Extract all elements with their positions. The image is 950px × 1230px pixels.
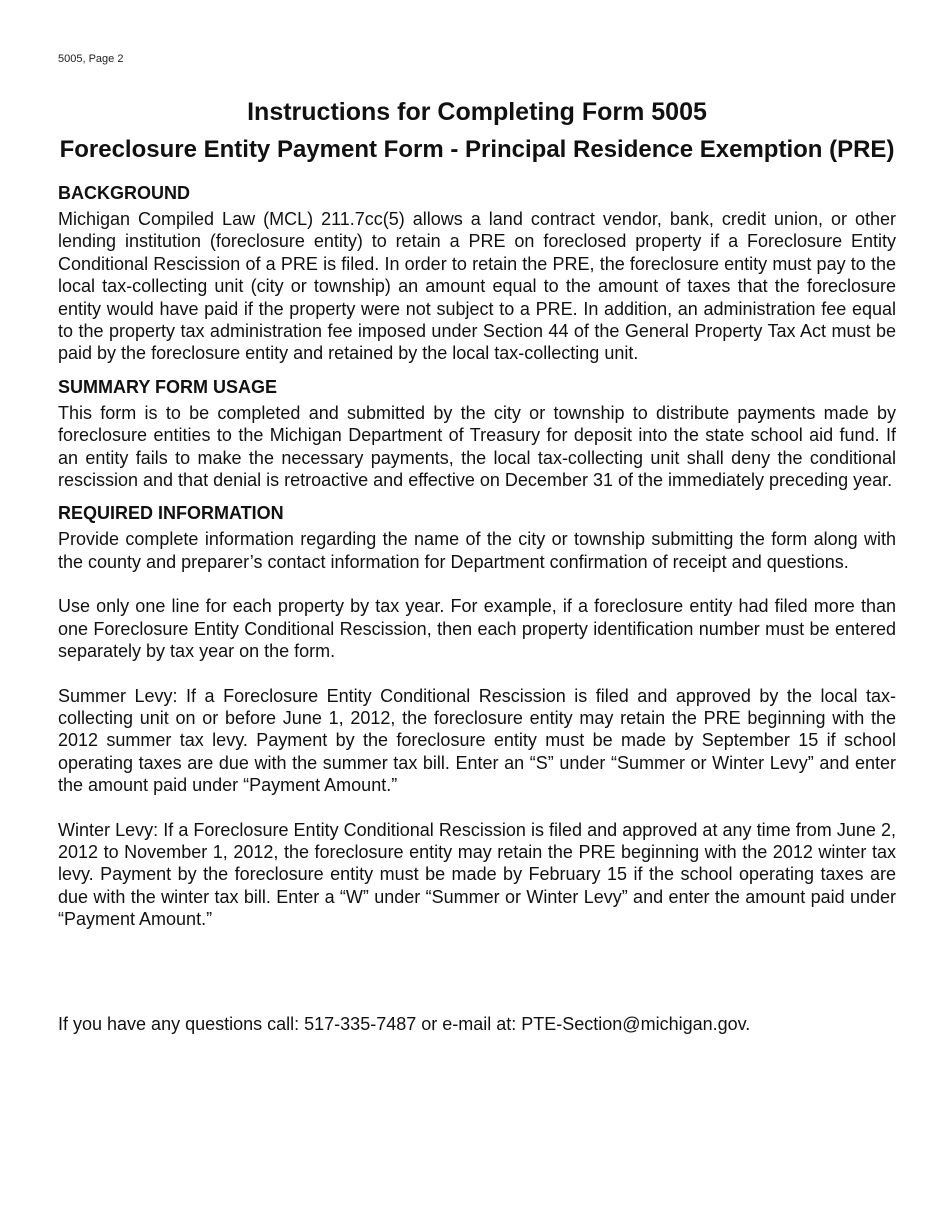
section-spacer [58,491,896,501]
paragraph-spacer [58,797,896,819]
section-heading-required: REQUIRED INFORMATION [58,503,284,524]
required-paragraph-one-line: Use only one line for each property by tax year. For example, if a foreclosure entity had filed more than one Foreclosure Entity Conditional Rescission, then each property identification number must be entered separately by tax year on the form. [58,596,896,662]
section-background [58,181,896,365]
document-subtitle: Foreclosure Entity Payment Form - Principal Residence Exemption (PRE) [59,136,895,163]
section-summary-form-usage [58,375,896,492]
background-paragraph: Michigan Compiled Law (MCL) 211.7cc(5) allows a land contract vendor, bank, credit union, or other lending institution (foreclosure entity) to retain a PRE on foreclosed property if a Foreclosure Entity Conditional Rescission of a PRE is filed. In order to retain the PRE, the foreclosure entity must pay to the local tax-collecting unit (city or township) an amount equal to the amount of taxes that the foreclosure entity would have paid if the property were not subject to a PRE. In addition, an administration fee equal to the property tax administration fee imposed under Section 44 of the General Property Tax Act must be paid by the foreclosure entity and retained by the local tax-collecting unit. [58,209,896,364]
paragraph-spacer [58,663,896,685]
document-body [58,181,896,931]
section-spacer [58,365,896,375]
required-paragraph-summer-levy: Summer Levy: If a Foreclosure Entity Conditional Rescission is filed and approved by the local tax-collecting unit on or before June 1, 2012, the foreclosure entity may retain the PRE beginning with the 2012 summer tax levy. Payment by the foreclosure entity must be made by September 15 if school operating taxes are due with the summer tax bill. Enter an “S” under “Summer or Winter Levy” and enter the amount paid under “Payment Amount.” [58,685,896,796]
required-paragraph-preparer: Provide complete information regarding the name of the city or township submitting the form along with the county and preparer’s contact information for Department confirmation of receipt and questions. [58,529,896,572]
contact-line: If you have any questions call: 517-335-7487 or e-mail at: PTE-Section@michigan.gov. [58,1014,751,1034]
paragraph-spacer [58,573,896,595]
summary-paragraph: This form is to be completed and submitted by the city or township to distribute payments made by foreclosure entities to the Michigan Department of Treasury for deposit into the state school aid fund. If an entity fails to make the necessary payments, the local tax-collecting unit shall deny the conditional rescission and that denial is retroactive and effective on December 31 of the immediately preceding year. [58,402,896,491]
section-heading-summary: SUMMARY FORM USAGE [58,376,278,397]
document-title: Instructions for Completing Form 5005 [247,98,707,126]
section-heading-background: BACKGROUND [58,183,190,203]
page-label: 5005, Page 2 [58,53,124,65]
required-paragraph-winter-levy: Winter Levy: If a Foreclosure Entity Conditional Rescission is filed and approved at any time from June 2, 2012 to November 1, 2012, the foreclosure entity may retain the PRE beginning with the 2012 winter tax levy. Payment by the foreclosure entity must be made by February 15 if the school operating taxes are due with the winter tax bill. Enter a “W” under “Summer or Winter Levy” and enter the amount paid under “Payment Amount.” [58,819,896,930]
section-required-information [58,501,896,930]
